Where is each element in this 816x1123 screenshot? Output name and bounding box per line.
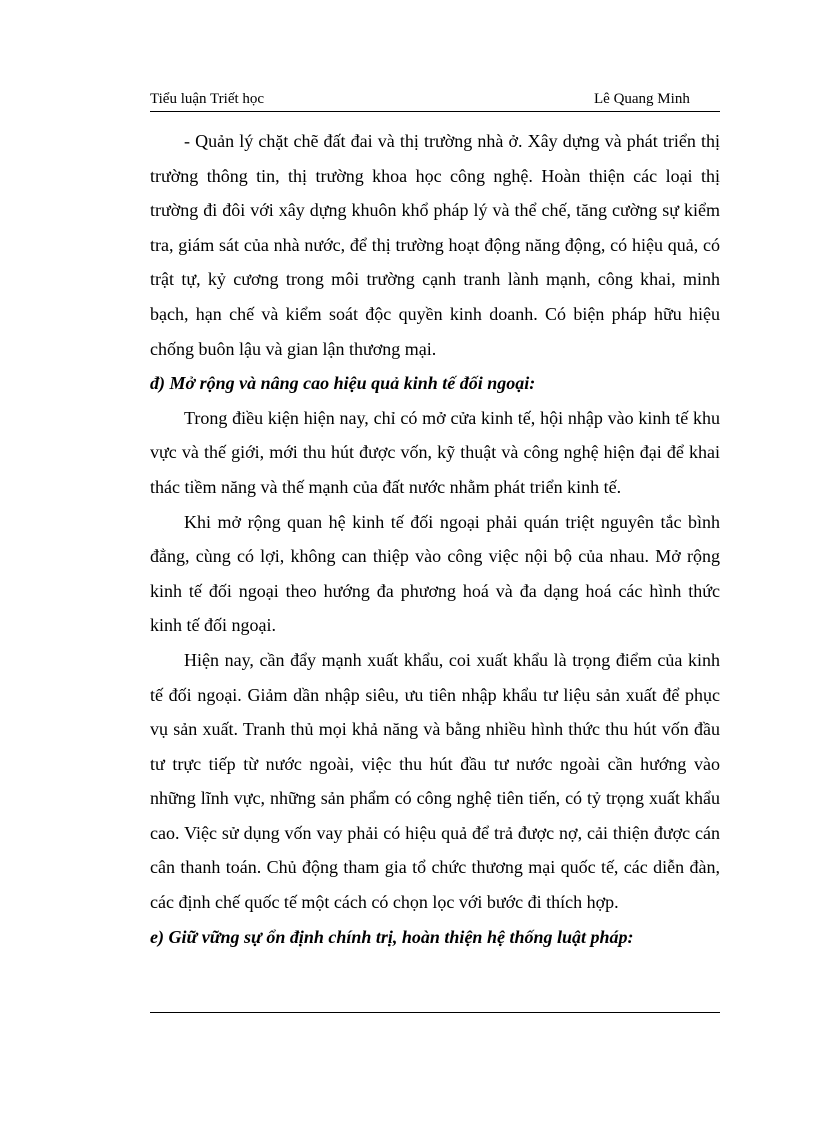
section-heading-political-stability: e) Giữ vững sự ổn định chính trị, hoàn thiện hệ thống luật pháp: [150, 926, 634, 947]
document-body [150, 124, 720, 954]
paragraph-land-market: - Quản lý chặt chẽ đất đai và thị trường nhà ở. Xây dựng và phát triển thị trường thông tin, thị trường khoa học công nghệ. Hoàn thiện các loại thị trường đi đôi với xây dựng khuôn khổ pháp lý và thể chế, tăng cường sự kiểm tra, giám sát của nhà nước, để thị trường hoạt động năng động, có hiệu quả, có trật tự, kỷ cương trong môi trường cạnh tranh lành mạnh, công khai, minh bạch, hạn chế và kiểm soát độc quyền kinh doanh. Có biện pháp hữu hiệu chống buôn lậu và gian lận thương mại. [150, 131, 720, 359]
header-document-title: Tiểu luận Triết học [150, 91, 265, 107]
section-heading-foreign-economics: đ) Mở rộng và nâng cao hiệu quả kinh tế đối ngoại: [150, 373, 536, 394]
header-divider [150, 111, 720, 112]
header-author-name: Lê Quang Minh [594, 91, 690, 107]
page-header [150, 88, 720, 110]
paragraph-export-promotion: Hiện nay, cần đẩy mạnh xuất khẩu, coi xuất khẩu là trọng điểm của kinh tế đối ngoại. Giảm dần nhập siêu, ưu tiên nhập khẩu tư liệu sản xuất để phục vụ sản xuất. Tranh thủ mọi khả năng và bằng nhiều hình thức thu hút vốn đầu tư trực tiếp từ nước ngoài, việc thu hút đầu tư nước ngoài cần hướng vào những lĩnh vực, những sản phẩm có công nghệ tiên tiến, có tỷ trọng xuất khẩu cao. Việc sử dụng vốn vay phải có hiệu quả để trả được nợ, cải thiện được cán cân thanh toán. Chủ động tham gia tổ chức thương mại quốc tế, các diễn đàn, các định chế quốc tế một cách có chọn lọc với bước đi thích hợp. [150, 649, 720, 913]
paragraph-open-economy: Trong điều kiện hiện nay, chỉ có mở cửa kinh tế, hội nhập vào kinh tế khu vực và thế giới, mới thu hút được vốn, kỹ thuật và công nghệ hiện đại để khai thác tiềm năng và thế mạnh của đất nước nhằm phát triển kinh tế. [150, 407, 720, 497]
paragraph-equality-principle: Khi mở rộng quan hệ kinh tế đối ngoại phải quán triệt nguyên tắc bình đẳng, cùng có lợi, không can thiệp vào công việc nội bộ của nhau. Mở rộng kinh tế đối ngoại theo hướng đa phương hoá và đa dạng hoá các hình thức kinh tế đối ngoại. [150, 511, 720, 636]
footer-divider [150, 1012, 720, 1013]
